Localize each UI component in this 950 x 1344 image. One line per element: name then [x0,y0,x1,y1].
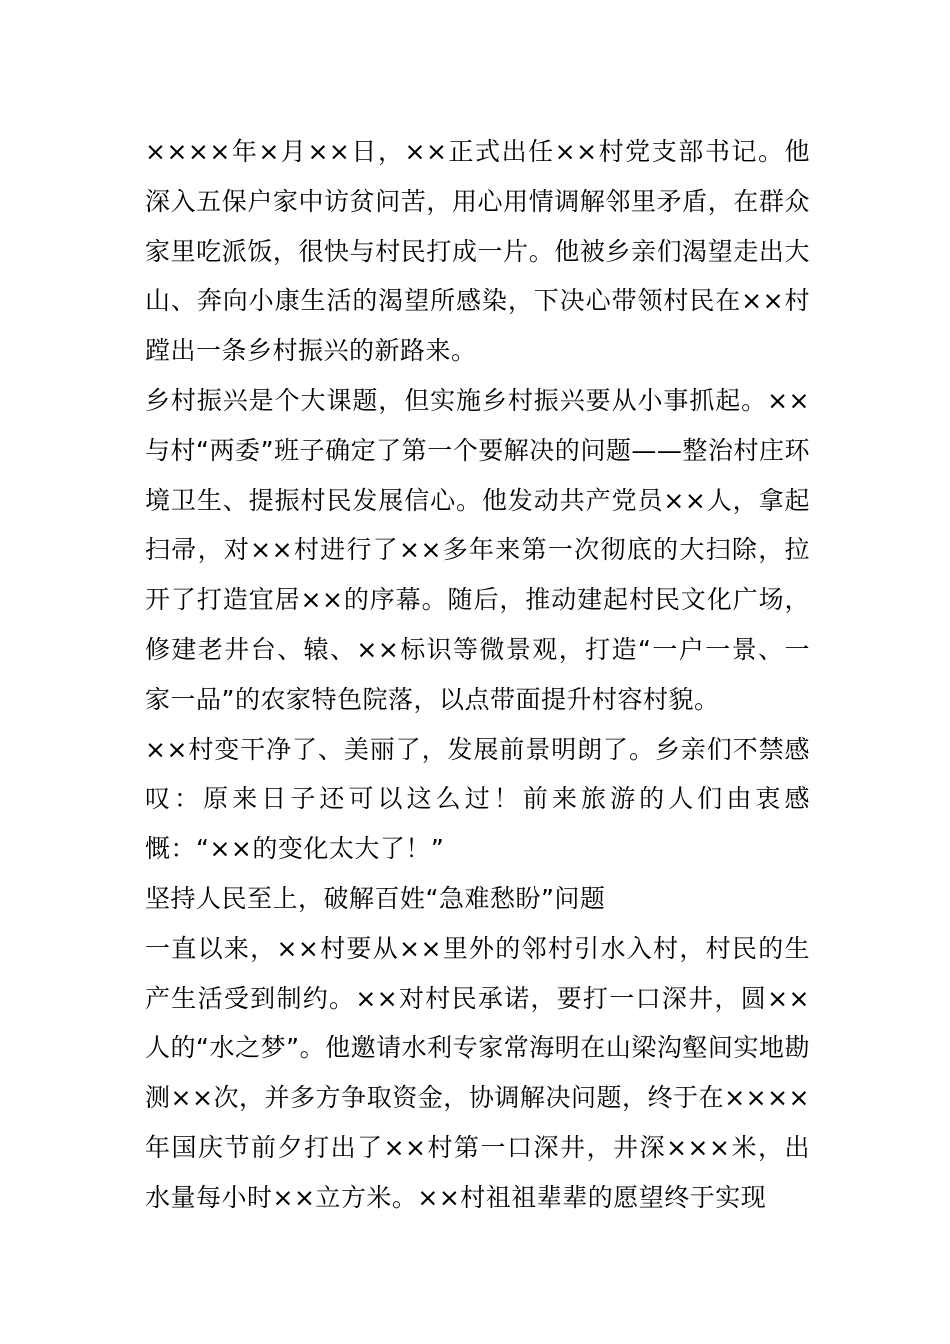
paragraph-village-environment: 乡村振兴是个大课题，但实施乡村振兴要从小事抓起。××与村“两委”班子确定了第一个要解决的问题——整治村庄环境卫生、提振村民发展信心。他发动共产党员××人，拿起扫帚，对××村进行了××多年来第一次彻底的大扫除，拉开了打造宜居××的序幕。随后，推动建起村民文化广场，修建老井台、辕、××标识等微景观，打造“一户一景、一家一品”的农家特色院落，以点带面提升村容村貌。 [145,385,810,714]
paragraph-appointment: ××××年×月××日，××正式出任××村党支部书记。他深入五保户家中访贫问苦，用心用情调解邻里矛盾，在群众家里吃派饭，很快与村民打成一片。他被乡亲们渴望走出大山、奔向小康生活的渴望所感染，下决心带领村民在××村蹚出一条乡村振兴的新路来。 [145,137,810,366]
section-heading: 坚持人民至上，破解百姓“急难愁盼”问题 [145,883,606,913]
body-text [145,127,810,1223]
paragraph-water-well: 一直以来，××村要从××里外的邻村引水入村，村民的生产生活受到制约。××对村民承诺，要打一口深井，圆××人的“水之梦”。他邀请水利专家常海明在山梁沟壑间实地勘测××次，并多方争取资金，协调解决问题，终于在××××年国庆节前夕打出了××村第一口深井，井深×××米，出水量每小时××立方米。××村祖祖辈辈的愿望终于实现 [145,933,810,1212]
paragraph-village-change: ××村变干净了、美丽了，发展前景明朗了。乡亲们不禁感叹：原来日子还可以这么过！前来旅游的人们由衷感慨：“××的变化太大了！” [145,734,810,864]
